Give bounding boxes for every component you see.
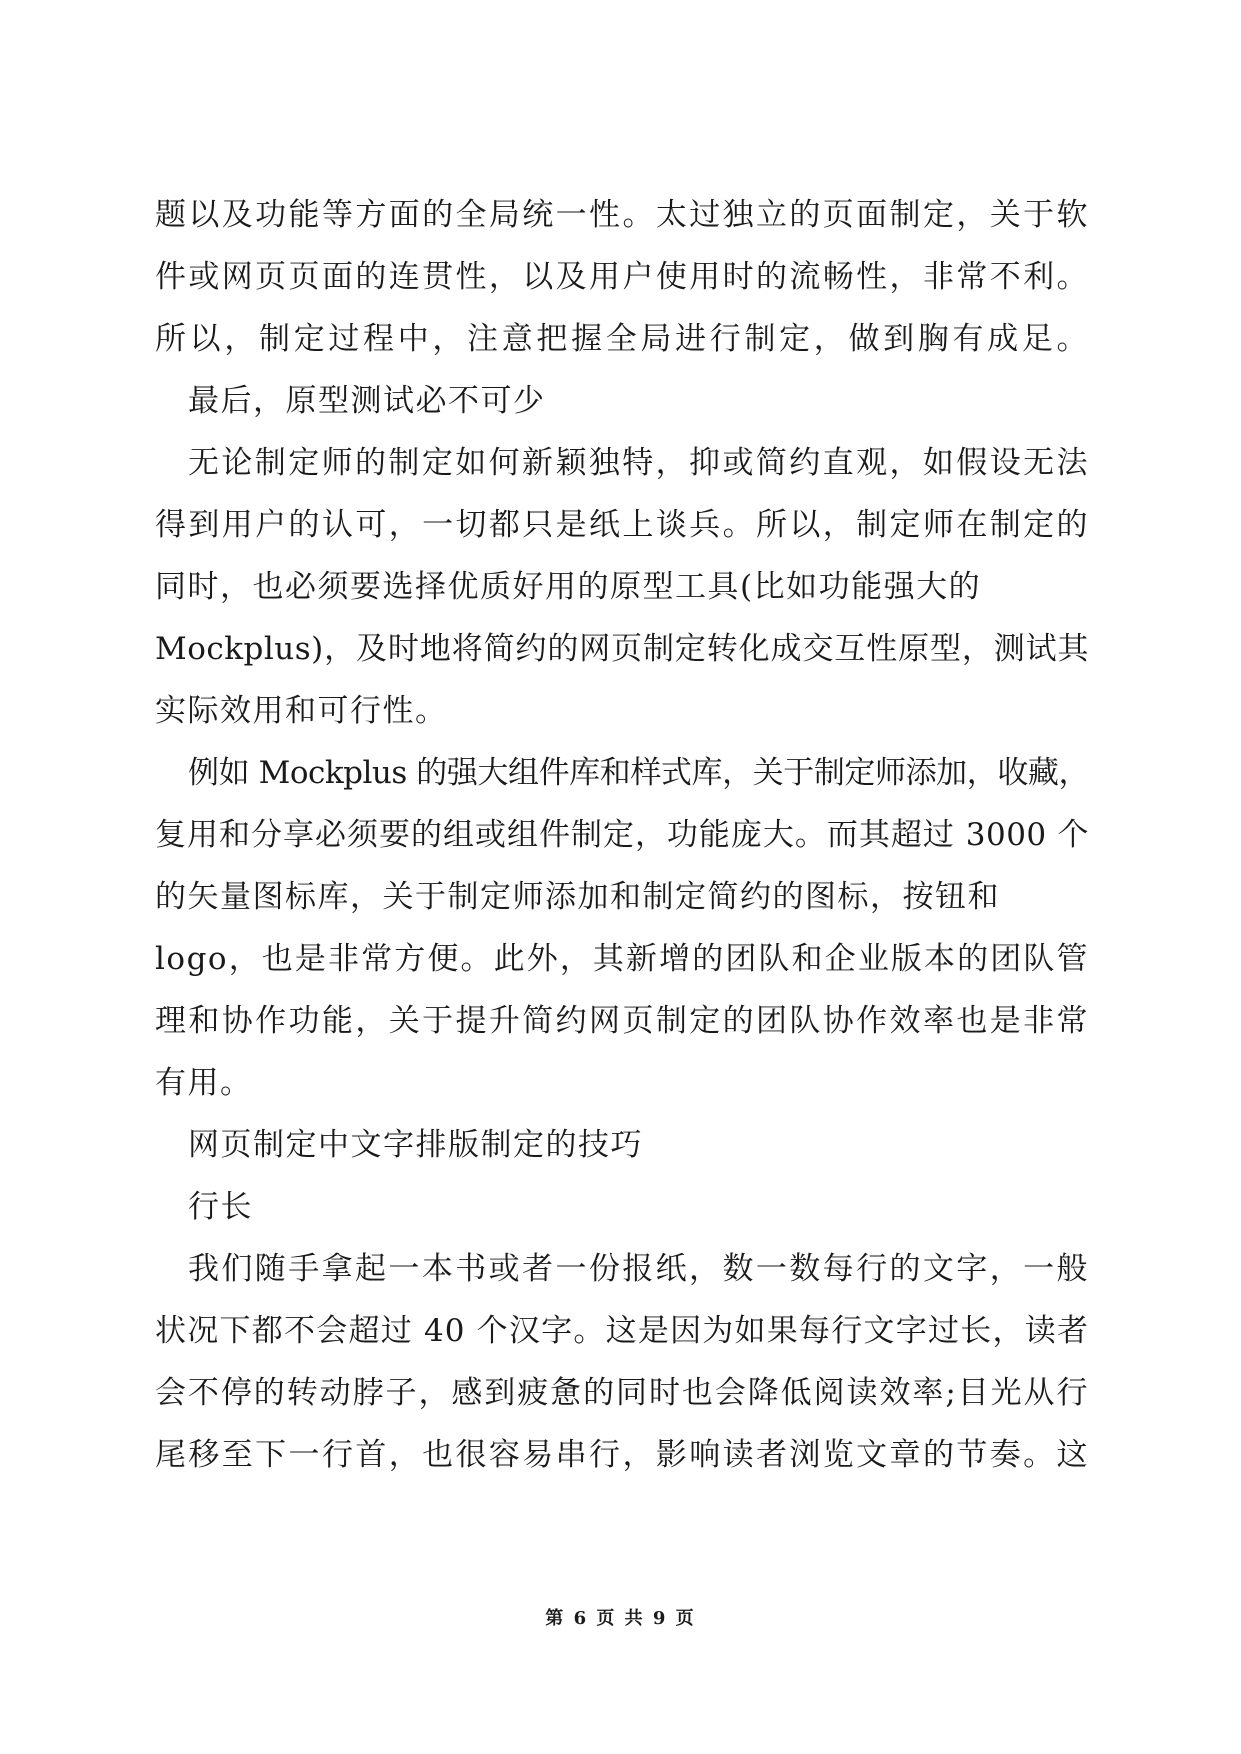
text-line: 尾移至下一行首，也很容易串行，影响读者浏览文章的节奏。这 — [155, 1437, 1089, 1473]
text-line: 无论制定师的制定如何新颖独特，抑或简约直观，如假设无法 — [188, 445, 1089, 481]
text-line: 得到用户的认可，一切都只是纸上谈兵。所以，制定师在制定的 — [155, 507, 1089, 543]
page-footer: 第 6 页 共 9 页 — [545, 1608, 696, 1629]
text-line: 理和协作功能，关于提升简约网页制定的团队协作效率也是非常 — [155, 1003, 1089, 1039]
text-line: 例如 Mockplus 的强大组件库和样式库，关于制定师添加，收藏， — [188, 755, 1089, 791]
subsection-heading: 行长 — [188, 1189, 253, 1225]
text-line: 同时，也必须要选择优质好用的原型工具(比如功能强大的 — [155, 569, 982, 605]
text-line: 会不停的转动脖子，感到疲惫的同时也会降低阅读效率;目光从行 — [155, 1375, 1089, 1411]
text-line: Mockplus)，及时地将简约的网页制定转化成交互性原型，测试其 — [155, 631, 1089, 667]
text-line: 我们随手拿起一本书或者一份报纸，数一数每行的文字，一般 — [188, 1251, 1089, 1287]
text-line: 复用和分享必须要的组或组件制定，功能庞大。而其超过 3000 个 — [155, 817, 1089, 853]
text-line: 有用。 — [155, 1065, 253, 1101]
body-text — [155, 184, 1089, 1486]
text-line: 的矢量图标库，关于制定师添加和制定简约的图标，按钮和 — [155, 879, 1000, 915]
text-line: 实际效用和可行性。 — [155, 693, 448, 729]
text-line: 状况下都不会超过 40 个汉字。这是因为如果每行文字过长，读者 — [155, 1313, 1089, 1349]
text-line: 件或网页页面的连贯性，以及用户使用时的流畅性，非常不利。 — [155, 259, 1089, 295]
text-line: 题以及功能等方面的全局统一性。太过独立的页面制定，关于软 — [155, 197, 1089, 233]
section-heading: 最后，原型测试必不可少 — [188, 383, 546, 419]
text-line: logo，也是非常方便。此外，其新增的团队和企业版本的团队管 — [155, 941, 1089, 977]
text-line: 所以，制定过程中，注意把握全局进行制定，做到胸有成足。 — [155, 321, 1089, 357]
section-heading: 网页制定中文字排版制定的技巧 — [188, 1127, 643, 1163]
